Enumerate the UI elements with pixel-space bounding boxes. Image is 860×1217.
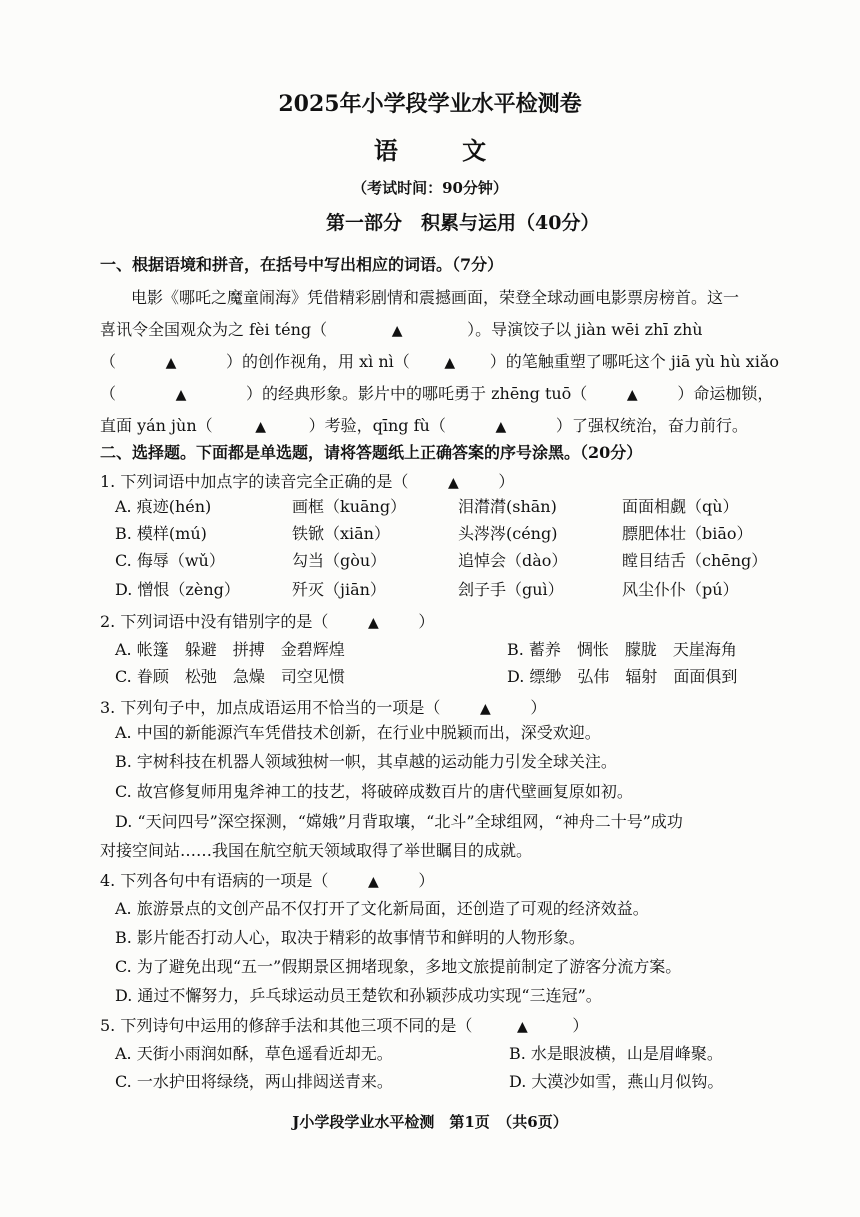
q1-option: 瞠目结舌（chēng） bbox=[622, 551, 768, 570]
exam-time: （考试时间：90分钟） bbox=[352, 179, 508, 197]
answer-marker: ▲ bbox=[391, 323, 403, 339]
q1-option: C. 侮辱（wǔ） bbox=[115, 551, 225, 570]
q3-option: A. 中国的新能源汽车凭借技术创新，在行业中脱颖而出，深受欢迎。 bbox=[115, 723, 601, 742]
question-3-stem: 3. 下列句子中，加点成语运用不恰当的一项是（ ▲ ） bbox=[100, 698, 547, 717]
q1-option: 追悼会（dào） bbox=[458, 551, 568, 570]
answer-marker: ▲ bbox=[367, 615, 379, 631]
question-1-stem: 1. 下列词语中加点字的读音完全正确的是（ ▲ ） bbox=[100, 472, 515, 491]
q4-option: A. 旅游景点的文创产品不仅打开了文化新局面，还创造了可观的经济效益。 bbox=[115, 899, 649, 918]
section1-line: 电影《哪吒之魔童闹海》凭借精彩剧情和震撼画面，荣登全球动画电影票房榜首。这一 bbox=[131, 288, 740, 307]
answer-marker: ▲ bbox=[367, 874, 379, 890]
answer-marker: ▲ bbox=[626, 387, 638, 403]
subject-title: 语 文 bbox=[373, 136, 515, 165]
q1-option: 歼灭（jiān） bbox=[292, 580, 386, 599]
q1-option: B. 模样(mú) bbox=[115, 524, 207, 543]
part-heading: 第一部分 积累与运用（40分） bbox=[326, 212, 600, 234]
q5-option: D. 大漠沙如雪，燕山月似钩。 bbox=[509, 1072, 724, 1091]
answer-marker: ▲ bbox=[444, 355, 456, 371]
q1-option: 面面相觑（qù） bbox=[622, 497, 739, 516]
q1-option: 画框（kuāng） bbox=[292, 497, 407, 516]
answer-marker: ▲ bbox=[255, 419, 267, 435]
answer-marker: ▲ bbox=[479, 701, 491, 717]
answer-marker: ▲ bbox=[516, 1019, 528, 1035]
q5-option: B. 水是眼波横，山是眉峰聚。 bbox=[509, 1044, 723, 1063]
q5-option: C. 一水护田将绿绕，两山排闼送青来。 bbox=[115, 1072, 393, 1091]
q1-option: 刽子手（guì） bbox=[458, 580, 564, 599]
section1-heading: 一、根据语境和拼音，在括号中写出相应的词语。（7分） bbox=[100, 255, 504, 274]
page-footer: J小学段学业水平检测 第1页 （共6页） bbox=[292, 1113, 568, 1131]
q1-option: 铁锨（xiān） bbox=[292, 524, 390, 543]
exam-title: 2025年小学段学业水平检测卷 bbox=[278, 91, 582, 117]
q2-option: C. 眷顾 松弛 急燥 司空见惯 bbox=[115, 667, 345, 686]
q4-option: B. 影片能否打动人心，取决于精彩的故事情节和鲜明的人物形象。 bbox=[115, 928, 585, 947]
q1-option: 泪潸潸(shān) bbox=[458, 497, 557, 516]
q1-option: 风尘仆仆（pú） bbox=[622, 580, 739, 599]
q3-option: 对接空间站……我国在航空航天领域取得了举世瞩目的成就。 bbox=[100, 841, 533, 860]
q2-option: D. 缥缈 弘伟 辐射 面面俱到 bbox=[507, 667, 738, 686]
q1-option: D. 憎恨（zèng） bbox=[115, 580, 240, 599]
q2-option: B. 蓄养 惆怅 朦胧 天崖海角 bbox=[507, 640, 737, 659]
section1-line: 喜讯令全国观众为之 fèi téng（ ▲ ）。导演饺子以 jiàn wēi zhī zhù bbox=[100, 320, 703, 339]
q2-option: A. 帐篷 躲避 拼搏 金碧辉煌 bbox=[115, 640, 345, 659]
q3-option: B. 宇树科技在机器人领域独树一帜，其卓越的运动能力引发全球关注。 bbox=[115, 752, 617, 771]
answer-marker: ▲ bbox=[175, 387, 187, 403]
question-2-stem: 2. 下列词语中没有错别字的是（ ▲ ） bbox=[100, 612, 435, 631]
answer-marker: ▲ bbox=[165, 355, 177, 371]
q3-option: C. 故宫修复师用鬼斧神工的技艺，将破碎成数百片的唐代壁画复原如初。 bbox=[115, 782, 633, 801]
q5-option: A. 天街小雨润如酥，草色遥看近却无。 bbox=[115, 1044, 393, 1063]
q1-option: 勾当（gòu） bbox=[292, 551, 387, 570]
question-5-stem: 5. 下列诗句中运用的修辞手法和其他三项不同的是（ ▲ ） bbox=[100, 1016, 589, 1035]
question-4-stem: 4. 下列各句中有语病的一项是（ ▲ ） bbox=[100, 871, 435, 890]
q1-option: A. 痕迹(hén) bbox=[115, 497, 212, 516]
section2-heading: 二、选择题。下面都是单选题，请将答题纸上正确答案的序号涂黑。（20分） bbox=[100, 443, 643, 462]
answer-marker: ▲ bbox=[495, 419, 507, 435]
section1-line: 直面 yán jùn（ ▲ ）考验，qīng fù（ ▲ ）了强权统治，奋力前行。 bbox=[100, 416, 748, 435]
answer-marker: ▲ bbox=[447, 475, 459, 491]
section1-line: （ ▲ ）的经典形象。影片中的哪吒勇于 zhēng tuō（ ▲ ）命运枷锁， bbox=[100, 384, 774, 403]
section1-line: （ ▲ ）的创作视角，用 xì nì（ ▲ ）的笔触重塑了哪吒这个 jiā yù hù xiǎo bbox=[100, 352, 779, 371]
q4-option: C. 为了避免出现“五一”假期景区拥堵现象，多地文旅提前制定了游客分流方案。 bbox=[115, 957, 682, 976]
q1-option: 头涔涔(céng) bbox=[458, 524, 558, 543]
q1-option: 膘肥体壮（biāo） bbox=[622, 524, 753, 543]
q3-option: D. “天问四号”深空探测，“嫦娥”月背取壤，“北斗”全球组网，“神舟二十号”成功 bbox=[115, 812, 683, 831]
q4-option: D. 通过不懈努力，乒乓球运动员王楚钦和孙颖莎成功实现“三连冠”。 bbox=[115, 986, 602, 1005]
